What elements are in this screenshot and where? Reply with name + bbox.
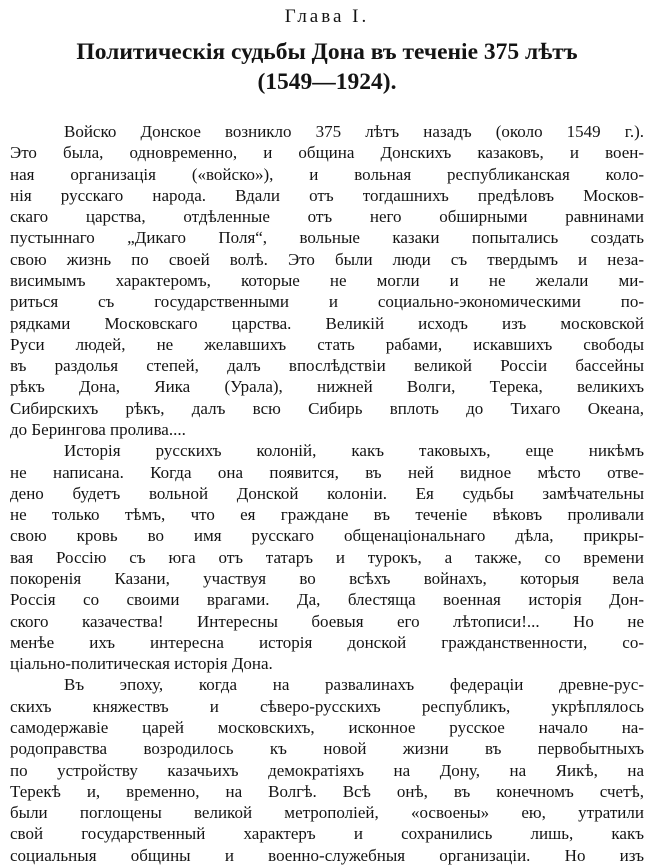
text-line: Сибирскихъ рѣкъ, далъ всю Сибирь вплоть до Тихаго Океана,: [10, 398, 644, 418]
text-line: не только тѣмъ, что ея граждане въ теченiе вѣковъ проливали: [10, 505, 644, 525]
text-line: Войско Донское возникло 375 лѣтъ назадъ (около 1549 г.).: [64, 122, 644, 141]
text-line: скаго царства, отдѣленные отъ него обширными равнинами: [10, 207, 644, 227]
text-line: самодержавiе царей московскихъ, исконное русское начало на-: [10, 718, 644, 737]
text-line: ная организацiя («войско»), и вольная республиканская коло-: [10, 164, 644, 184]
chapter-title-line-2: (1549—1924).: [257, 69, 397, 95]
text-line: свою жизнь по своей волѣ. Это были люди съ твердымъ и неза-: [10, 249, 644, 269]
text-line: цiально-политическая исторiя Дона.: [10, 654, 273, 674]
text-line: Исторiя русскихъ колонiй, какъ таковыхъ, еще никѣмъ: [64, 441, 644, 461]
text-line: риться съ государственными и социально-экономическими по-: [10, 292, 644, 312]
text-line: до Берингова пролива....: [10, 420, 186, 439]
text-line: менѣе ихъ интересна исторiя донской гражданственности, со-: [10, 632, 644, 652]
text-line: Это была, одновременно, и община Донскихъ казаковъ, и воен-: [10, 143, 644, 163]
text-line: пустыннаго „Дикаго Поля“, вольные казаки попытались создать: [10, 228, 644, 248]
text-line: дено будетъ вольной Донской колонiи. Ея судьбы замѣчательны: [10, 483, 644, 503]
text-line: свою кровь во имя русскаго общенацiональнаго дѣла, прикры-: [10, 526, 644, 546]
text-line: рядками Московскаго царства. Великiй исходъ изъ московской: [10, 313, 644, 333]
text-line: вая Россiю съ юга отъ татаръ и турокъ, а также, со времени: [10, 547, 644, 567]
text-line: покоренiя Казани, участвуя во всѣхъ войнахъ, которыя вела: [10, 569, 644, 588]
text-line: Руси людей, не желавшихъ стать рабами, искавшихъ свободы: [10, 334, 644, 354]
text-line: родоправства возродилось къ новой жизни въ первобытныхъ: [10, 739, 644, 759]
text-line: ского казачества! Интересны боевыя его лѣтописи!... Но не: [10, 611, 644, 631]
text-line: рѣкъ Дона, Яика (Урала), нижней Волги, Терека, великихъ: [10, 377, 644, 397]
text-line: нiя русскаго народа. Вдали отъ тогдашнихъ предѣловъ Москов-: [10, 185, 644, 205]
text-line: по устройству казачьихъ демократiяхъ на Дону, на Яикѣ, на: [10, 760, 644, 780]
text-line: не написана. Когда она появится, въ ней видное мѣсто отве-: [10, 462, 644, 482]
text-line: скихъ княжествъ и сѣверо-русскихъ республикъ, укрѣплялось: [10, 696, 644, 716]
text-line: социальныя общины и военно-служебныя организацiи. Но изъ: [10, 845, 644, 865]
text-line: висимымъ характеромъ, которые не могли и не желали ми-: [10, 271, 644, 290]
chapter-title-line-1: Политическiя судьбы Дона въ теченiе 375 лѣтъ: [76, 39, 578, 65]
chapter-label: Глава I.: [284, 6, 370, 27]
text-line: Терекѣ и, временно, на Волгѣ. Всѣ онѣ, въ конечномъ счетѣ,: [10, 781, 644, 801]
text-line: были поглощены великой метрополiей, «освоены» ею, утратили: [10, 803, 644, 823]
text-line: въ раздолья степей, далъ впослѣдствiи великой Россiи бассейны: [10, 356, 644, 376]
text-line: Въ эпоху, когда на развалинахъ федерацiи древне-рус-: [64, 675, 644, 695]
text-line: Россiя со своими врагами. Да, блестяща военная исторiя Дон-: [10, 590, 644, 610]
text-line: свой государственный характеръ и сохранились лишь, какъ: [10, 824, 644, 844]
